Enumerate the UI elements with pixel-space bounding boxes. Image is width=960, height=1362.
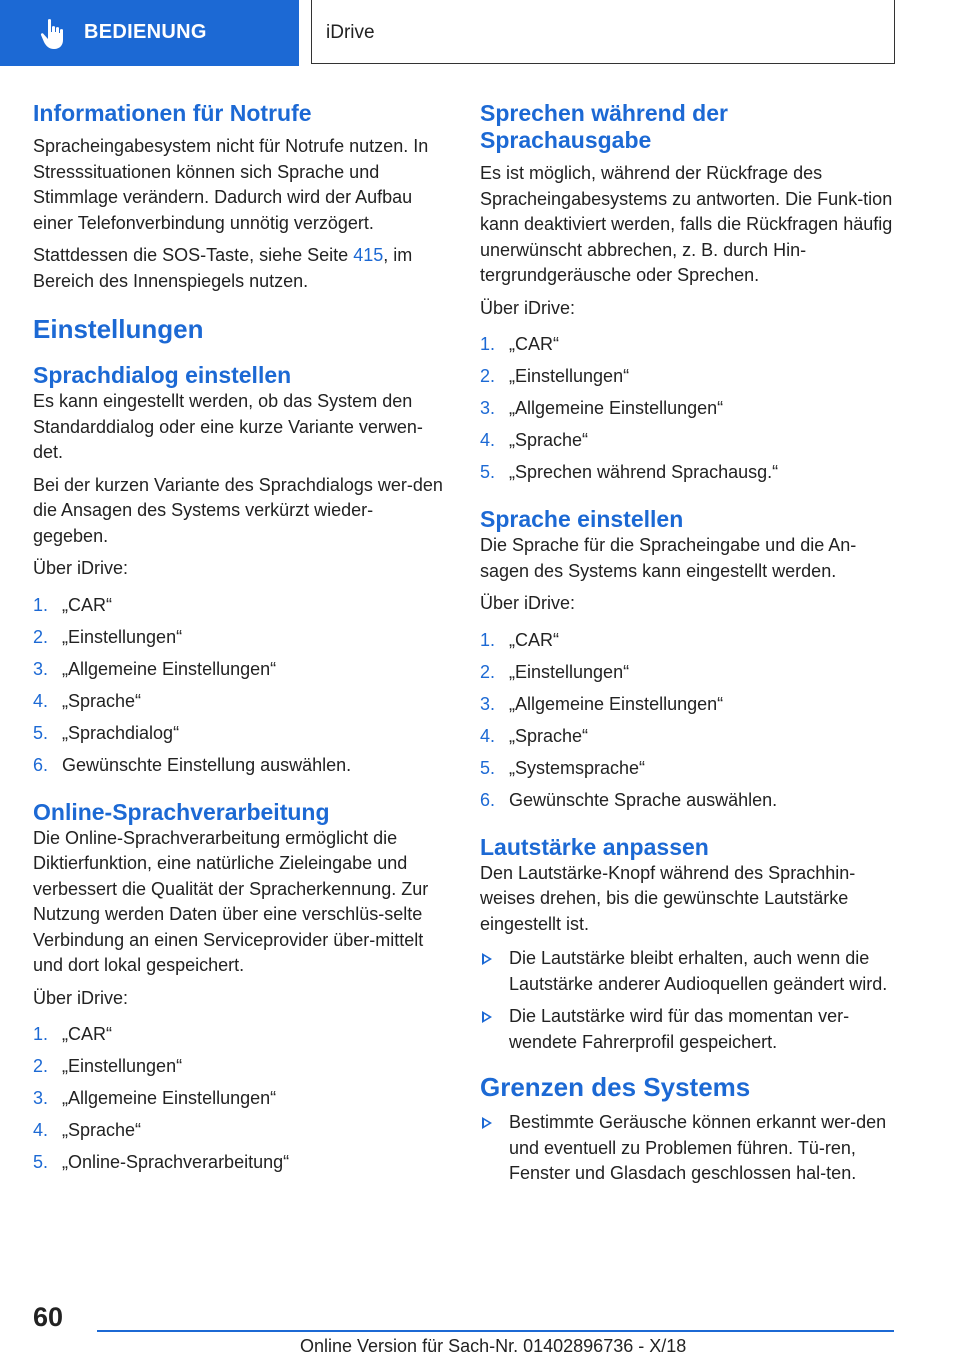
step-number: 1. bbox=[33, 594, 49, 615]
step-number: 5. bbox=[33, 722, 49, 743]
step-number: 5. bbox=[480, 462, 496, 482]
step-number: 2. bbox=[33, 1056, 49, 1076]
list-item bbox=[480, 424, 894, 456]
step-number: 4. bbox=[480, 430, 496, 450]
list-item bbox=[480, 328, 894, 360]
list-item bbox=[33, 749, 445, 781]
list-item bbox=[480, 360, 894, 392]
idrive-label: Über iDrive: bbox=[33, 558, 129, 578]
right-column bbox=[480, 100, 894, 1194]
step-text: „Online-Sprachverarbeitung“ bbox=[62, 1152, 290, 1172]
idrive-label: Über iDrive: bbox=[480, 297, 576, 318]
sprache-paragraph: Die Sprache für die Spracheingabe und die An-sagen des Systems kann eingestellt werden. bbox=[480, 535, 857, 581]
notruf-text-post: , im Bereich des Innenspiegels nutzen. bbox=[33, 245, 413, 291]
lautstaerke-paragraph: Den Lautstärke-Knopf während des Sprachhin-weises drehen, bis die gewünschte Lautstärke eingestellt ist. bbox=[480, 862, 856, 934]
section-label: BEDIENUNG bbox=[84, 21, 207, 43]
step-number: 1. bbox=[480, 629, 496, 650]
sprache-heading: Sprache einstellen bbox=[480, 506, 684, 532]
bullet-text: Die Lautstärke bleibt erhalten, auch wenn die Lautstärke anderer Audioquellen geändert wird. bbox=[509, 948, 888, 994]
bullet-text: Die Lautstärke wird für das momentan ver-wendete Fahrerprofil gespeichert. bbox=[509, 1006, 850, 1052]
triangle-bullet-icon bbox=[482, 1117, 492, 1129]
step-number: 3. bbox=[33, 658, 49, 679]
list-item bbox=[480, 392, 894, 424]
online-steps bbox=[33, 1018, 445, 1178]
step-text: „CAR“ bbox=[509, 629, 559, 650]
step-text: „Sprache“ bbox=[509, 430, 589, 450]
grenzen-bullets bbox=[480, 1110, 894, 1187]
step-text: „Einstellungen“ bbox=[62, 1056, 183, 1076]
step-text: Gewünschte Sprache auswählen. bbox=[509, 789, 778, 810]
step-text: „Sprache“ bbox=[509, 725, 589, 746]
step-number: 3. bbox=[33, 1088, 49, 1108]
step-text: „CAR“ bbox=[62, 1024, 112, 1044]
sprechen-paragraph: Es ist möglich, während der Rückfrage des Spracheingabesystems zu antworten. Die Funk-tion kann deaktiviert werden, falls die Rückfragen häufig unerwünscht abbrechen, z. B. durch Hin-tergrundgeräusche oder Sprechen. bbox=[480, 163, 893, 285]
sprachdialog-paragraph: Es kann eingestellt werden, ob das System den Standarddialog oder eine kurze Variante verwen-det. bbox=[33, 391, 423, 462]
step-text: „CAR“ bbox=[509, 334, 559, 354]
bullet-text: Bestimmte Geräusche können erkannt wer-den und eventuell zu Problemen führen. Tü-ren, Fenster und Glasdach geschlossen hal-ten. bbox=[509, 1112, 887, 1183]
page-link-415[interactable]: 415 bbox=[353, 245, 384, 265]
sprachdialog-heading: Sprachdialog einstellen bbox=[33, 362, 292, 388]
step-number: 2. bbox=[33, 626, 49, 647]
step-text: „Allgemeine Einstellungen“ bbox=[509, 693, 724, 714]
lautstaerke-bullets bbox=[480, 946, 894, 1055]
step-number: 4. bbox=[480, 725, 496, 746]
step-number: 5. bbox=[480, 757, 496, 778]
step-text: „Einstellungen“ bbox=[62, 626, 183, 647]
list-item bbox=[33, 589, 445, 621]
footer-divider bbox=[97, 1330, 894, 1332]
notruf-heading: Informationen für Notrufe bbox=[33, 100, 312, 126]
step-text: „Sprache“ bbox=[62, 1120, 142, 1140]
page-number: 60 bbox=[33, 1302, 64, 1332]
step-text: Gewünschte Einstellung auswählen. bbox=[62, 754, 352, 775]
step-text: „Sprache“ bbox=[62, 690, 142, 711]
list-item bbox=[480, 752, 894, 784]
einstellungen-heading: Einstellungen bbox=[33, 314, 204, 344]
triangle-bullet-icon bbox=[482, 1011, 492, 1023]
step-number: 5. bbox=[33, 1152, 49, 1172]
list-item bbox=[480, 1004, 894, 1055]
step-text: „Systemsprache“ bbox=[509, 757, 646, 778]
list-item bbox=[480, 624, 894, 656]
breadcrumb bbox=[311, 0, 895, 64]
step-number: 1. bbox=[33, 1024, 49, 1044]
list-item bbox=[480, 656, 894, 688]
footer-version: Online Version für Sach-Nr. 01402896736 - X/18 bbox=[300, 1336, 687, 1356]
online-paragraph: Die Online-Sprachverarbeitung ermöglicht die Diktierfunktion, eine natürliche Zieleingabe und verbessert die Qualität der Spracherkennung. Zur Nutzung werden Daten über eine verschlüs-selte Verbindung an einen Serviceprovider über-mittelt und dort lokal gespeichert. bbox=[33, 827, 429, 975]
grenzen-heading: Grenzen des Systems bbox=[480, 1072, 751, 1102]
step-text: „CAR“ bbox=[62, 594, 112, 615]
sprechen-heading: Sprechen während der Sprachausgabe bbox=[480, 100, 728, 153]
breadcrumb-label: iDrive bbox=[326, 22, 375, 43]
sprache-steps bbox=[480, 624, 894, 816]
list-item bbox=[33, 1050, 445, 1082]
step-number: 3. bbox=[480, 693, 496, 714]
idrive-label: Über iDrive: bbox=[33, 987, 129, 1008]
step-text: „Allgemeine Einstellungen“ bbox=[62, 1088, 277, 1108]
notruf-text-pre: Stattdessen die SOS-Taste, siehe Seite bbox=[33, 245, 354, 265]
step-text: „Allgemeine Einstellungen“ bbox=[509, 398, 724, 418]
list-item bbox=[33, 685, 445, 717]
list-item bbox=[33, 621, 445, 653]
list-item bbox=[480, 688, 894, 720]
step-number: 1. bbox=[480, 334, 496, 354]
step-text: „Einstellungen“ bbox=[509, 366, 630, 386]
step-text: „Allgemeine Einstellungen“ bbox=[62, 658, 277, 679]
notruf-paragraph-sos bbox=[33, 243, 445, 294]
notruf-paragraph: Spracheingabesystem nicht für Notrufe nutzen. In Stresssituationen können sich Sprache und Stimmlage verändern. Dadurch wird der Aufbau einer Telefonverbindung unnötig verzögert. bbox=[33, 136, 429, 233]
step-text: „Sprechen während Sprachausg.“ bbox=[509, 462, 779, 482]
step-number: 6. bbox=[33, 754, 49, 775]
step-number: 2. bbox=[480, 661, 496, 682]
step-text: „Sprachdialog“ bbox=[62, 722, 180, 743]
left-column bbox=[33, 100, 445, 1178]
step-number: 4. bbox=[33, 690, 49, 711]
list-item bbox=[33, 717, 445, 749]
hand-pointer-icon bbox=[40, 18, 68, 50]
list-item bbox=[33, 653, 445, 685]
online-heading: Online-Sprachverarbeitung bbox=[33, 798, 330, 825]
idrive-label: Über iDrive: bbox=[480, 593, 576, 613]
list-item bbox=[480, 456, 894, 488]
list-item bbox=[33, 1114, 445, 1146]
list-item bbox=[480, 784, 894, 816]
list-item bbox=[480, 1110, 894, 1187]
triangle-bullet-icon bbox=[482, 953, 492, 965]
sprachdialog-steps bbox=[33, 589, 445, 781]
step-number: 3. bbox=[480, 398, 496, 418]
sprechen-steps bbox=[480, 328, 894, 488]
step-text: „Einstellungen“ bbox=[509, 661, 630, 682]
step-number: 4. bbox=[33, 1120, 49, 1140]
sprachdialog-paragraph-2: Bei der kurzen Variante des Sprachdialogs wer-den die Ansagen des Systems verkürzt wieder-gegeben. bbox=[33, 474, 443, 546]
list-item bbox=[33, 1018, 445, 1050]
step-number: 6. bbox=[480, 789, 496, 810]
list-item bbox=[480, 946, 894, 997]
list-item bbox=[480, 720, 894, 752]
list-item bbox=[33, 1146, 445, 1178]
lautstaerke-heading: Lautstärke anpassen bbox=[480, 833, 709, 860]
section-tab[interactable] bbox=[0, 0, 299, 66]
list-item bbox=[33, 1082, 445, 1114]
step-number: 2. bbox=[480, 366, 496, 386]
